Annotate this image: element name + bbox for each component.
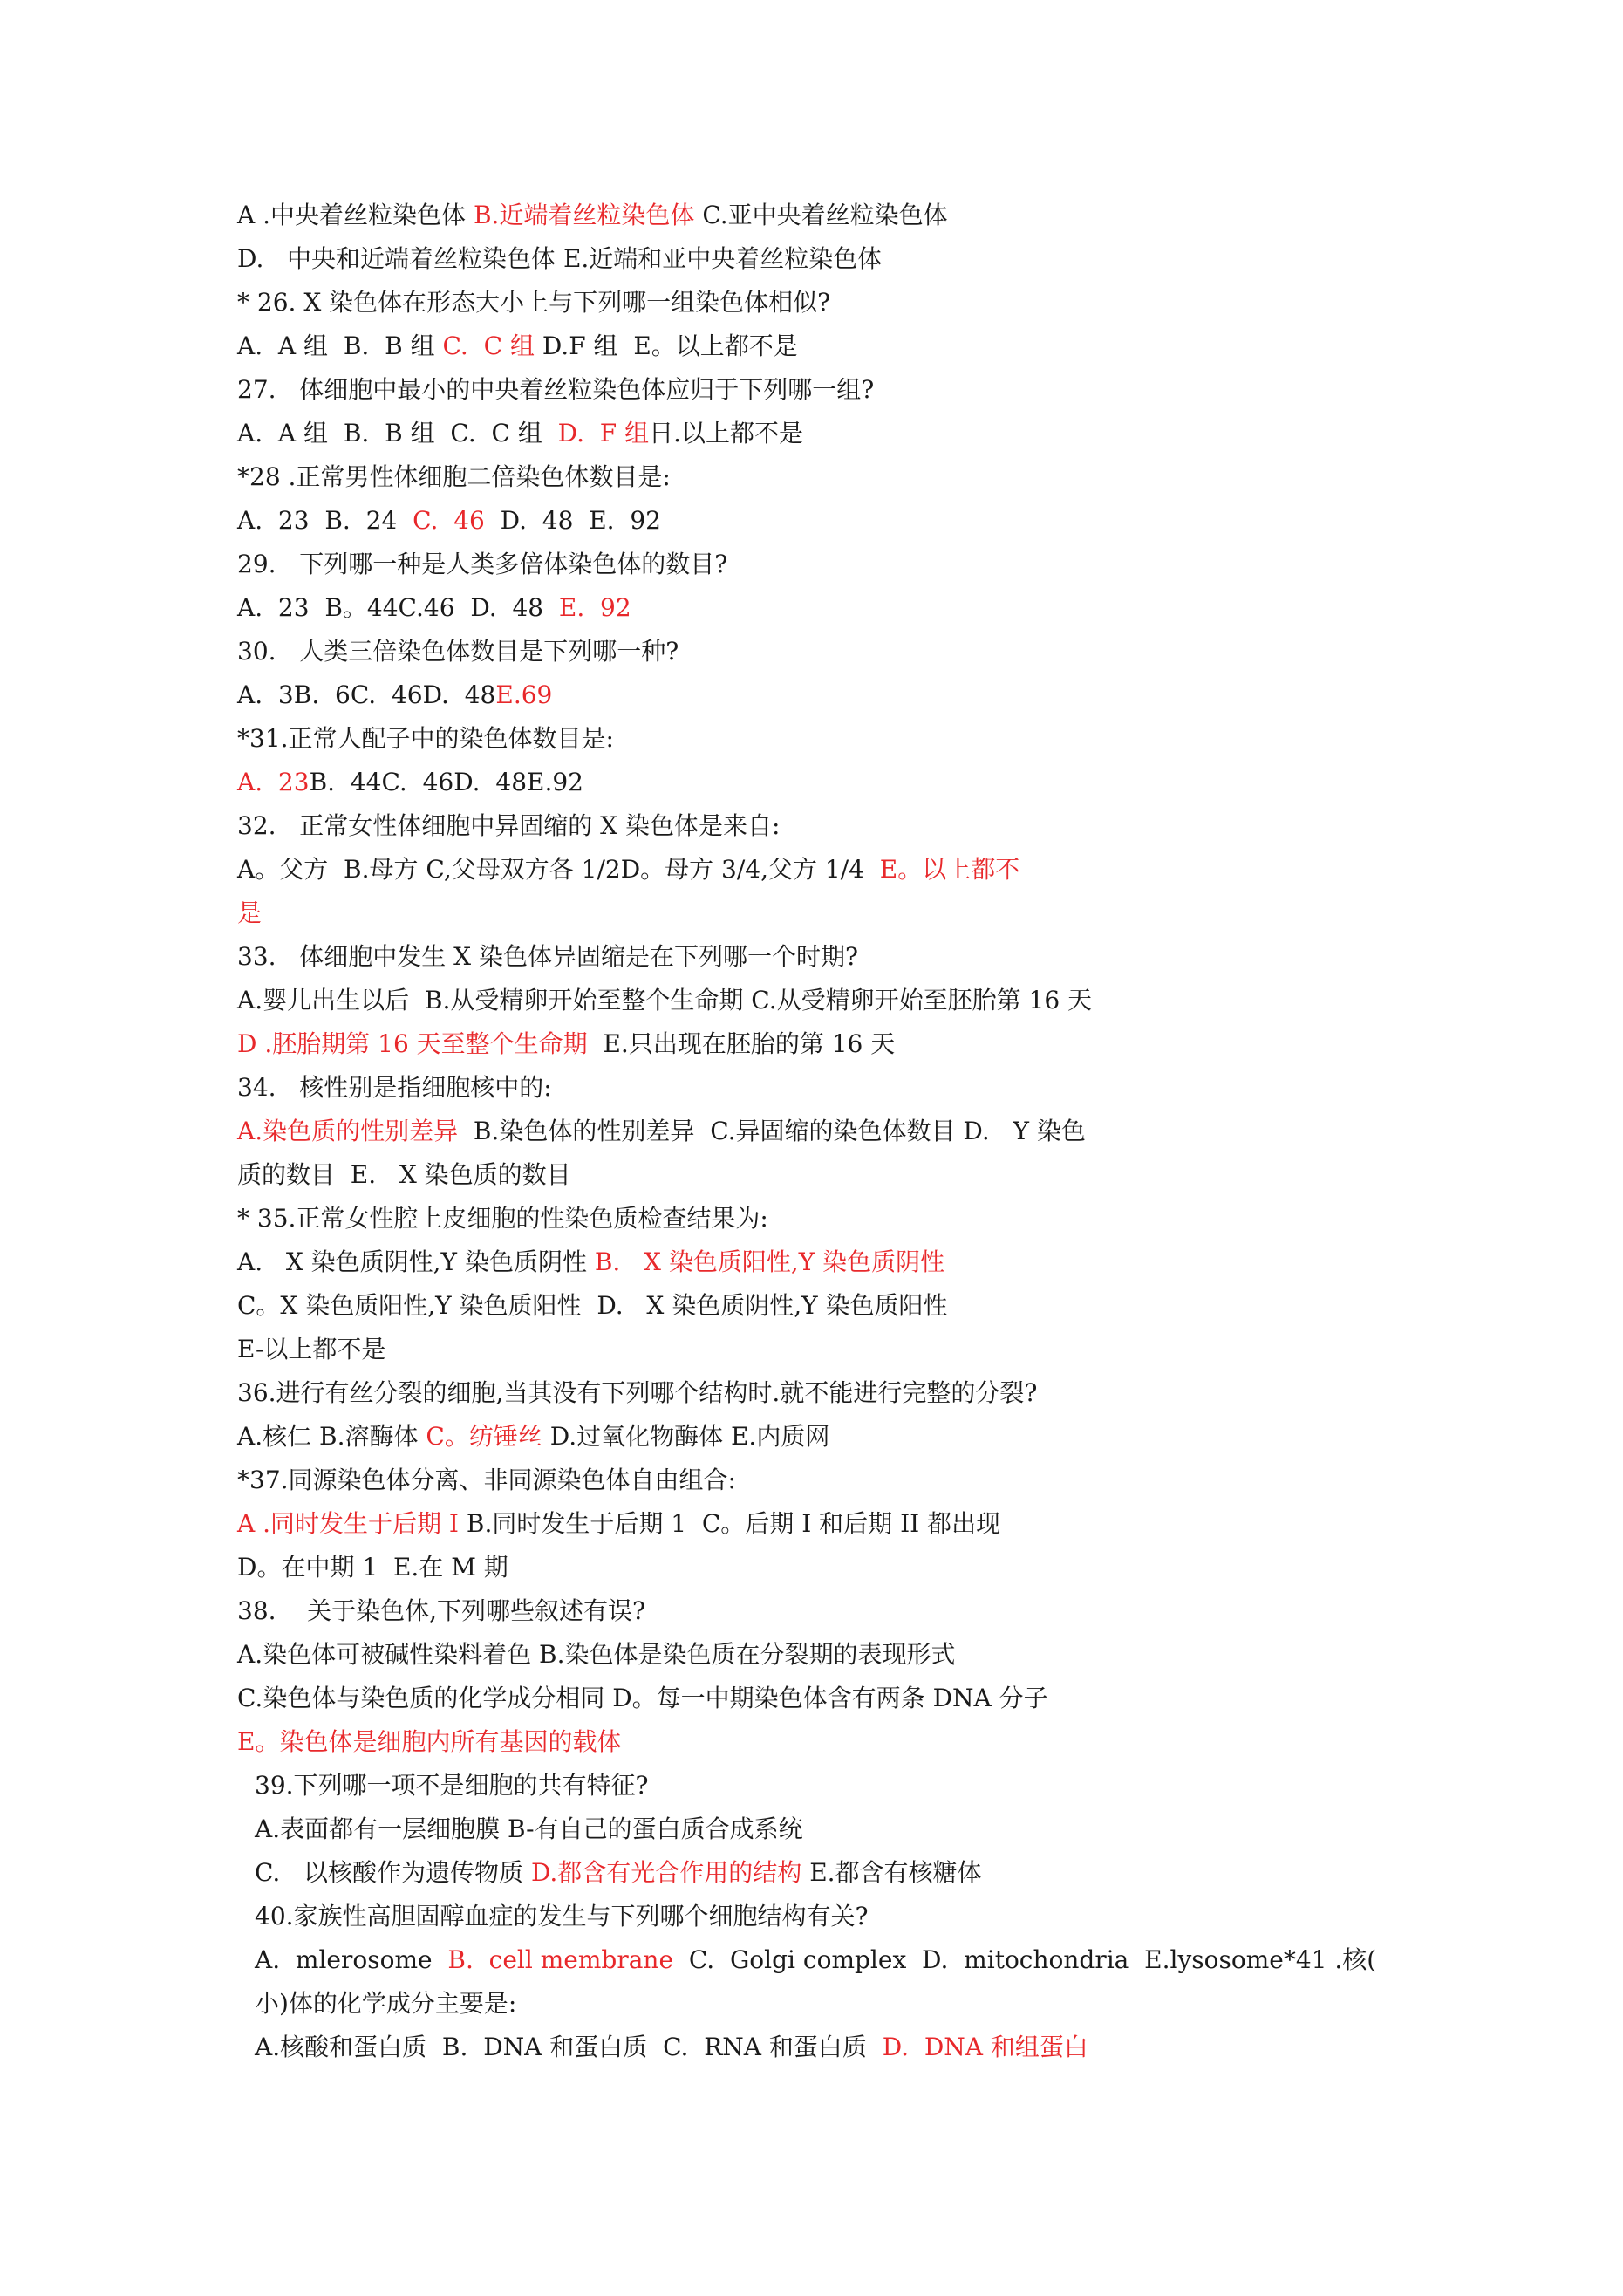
text-line (237, 1022, 1441, 1066)
answer-highlight: B. cell membrane (447, 1945, 674, 1974)
text-segment: 33. 体细胞中发生 X 染色体异固缩是在下列哪一个时期? (237, 942, 858, 971)
text-segment: E.只出现在胚胎的第 16 天 (587, 1029, 896, 1058)
text-line (237, 804, 1441, 848)
text-segment: E.都含有核糖体 (801, 1858, 982, 1887)
text-segment: B. 44C. 46D. 48E.92 (309, 768, 583, 796)
text-segment: D.F 组 E。以上都不是 (534, 331, 798, 360)
text-line (237, 717, 1441, 761)
text-line (237, 935, 1441, 979)
text-segment: A.表面都有一层细胞膜 B-有自己的蛋白质合成系统 (255, 1814, 803, 1843)
text-segment: A. 23 B. 24 (237, 506, 413, 535)
text-segment: A. 23 B。44C.46 D. 48 (237, 593, 559, 622)
answer-highlight: D. F 组 (557, 419, 650, 448)
text-line (237, 1633, 1441, 1677)
text-line (237, 673, 1441, 717)
text-segment: A. X 染色质阴性,Y 染色质阴性 (237, 1247, 595, 1276)
text-segment: A. mlerosome (255, 1945, 448, 1974)
text-segment: C。X 染色质阳性,Y 染色质阳性 D. X 染色质阴性,Y 染色质阳性 (237, 1291, 948, 1320)
text-segment: C.亚中央着丝粒染色体 (694, 201, 948, 229)
text-line (237, 1589, 1441, 1633)
text-line (237, 1284, 1441, 1328)
text-segment: B.染色体的性别差异 C.异固缩的染色体数目 D. Y 染色 (458, 1117, 1086, 1145)
text-line (237, 1677, 1441, 1720)
text-segment: *37.同源染色体分离、非同源染色体自由组合: (237, 1466, 736, 1494)
text-segment: 39.下列哪一项不是细胞的共有特征? (255, 1771, 649, 1800)
text-segment: 32. 正常女性体细胞中异固缩的 X 染色体是来自: (237, 811, 781, 840)
text-line (237, 1807, 1441, 1851)
text-segment: C. 以核酸作为遗传物质 (255, 1858, 531, 1887)
text-segment: A.婴儿出生以后 B.从受精卵开始至整个生命期 C.从受精卵开始至胚胎第 16 天 (237, 986, 1093, 1015)
text-segment: 40.家族性高胆固醇血症的发生与下列哪个细胞结构有关? (255, 1902, 869, 1930)
text-line (237, 1764, 1441, 1807)
text-segment: E-以上都不是 (237, 1335, 386, 1363)
answer-highlight: C. 46 (413, 506, 485, 535)
text-segment: A. A 组 B. B 组 (237, 331, 443, 360)
text-line (237, 543, 1441, 586)
answer-highlight: E.69 (495, 680, 553, 709)
text-line (237, 499, 1441, 543)
text-line (237, 1153, 1441, 1197)
text-line (237, 1720, 1441, 1764)
text-segment: B.同时发生于后期 1 C。后期 I 和后期 II 都出现 (458, 1509, 1001, 1538)
text-line (237, 1938, 1441, 1982)
text-line (237, 325, 1441, 368)
text-segment: 34. 核性别是指细胞核中的: (237, 1073, 552, 1102)
text-segment: C.染色体与染色质的化学成分相同 D。每一中期染色体含有两条 DNA 分子 (237, 1684, 1048, 1712)
text-segment: *31.正常人配子中的染色体数目是: (237, 724, 614, 753)
text-line (237, 1546, 1441, 1589)
text-line (237, 412, 1441, 455)
text-segment: 30. 人类三倍染色体数目是下列哪一种? (237, 637, 679, 666)
text-segment: * 26. X 染色体在形态大小上与下列哪一组染色体相似? (237, 288, 831, 317)
text-segment: 36.进行有丝分裂的细胞,当其没有下列哪个结构时.就不能进行完整的分裂? (237, 1378, 1038, 1407)
text-segment: 质的数目 E. X 染色质的数目 (237, 1160, 571, 1189)
question-list (237, 194, 1441, 2069)
answer-highlight: A. 23 (237, 768, 310, 796)
text-line (237, 630, 1441, 673)
answer-highlight: D. DNA 和组蛋白 (882, 2033, 1088, 2061)
text-segment: 小)体的化学成分主要是: (255, 1989, 517, 2018)
text-segment: 38. 关于染色体,下列哪些叙述有误? (237, 1596, 646, 1625)
text-segment: A .中央着丝粒染色体 (237, 201, 474, 229)
text-line (237, 368, 1441, 412)
answer-highlight: E。以上都不 (879, 855, 1020, 884)
text-segment: A.核仁 B.溶酶体 (237, 1422, 426, 1451)
answer-highlight: A .同时发生于后期 I (237, 1509, 459, 1538)
text-segment: D。在中期 1 E.在 M 期 (237, 1553, 508, 1582)
text-line (237, 848, 1441, 892)
answer-highlight: E。染色体是细胞内所有基因的载体 (237, 1727, 622, 1756)
text-line (237, 194, 1441, 237)
text-segment: *28 .正常男性体细胞二倍染色体数目是: (237, 462, 671, 491)
text-line (237, 237, 1441, 281)
text-line (237, 281, 1441, 325)
text-segment: 29. 下列哪一种是人类多倍体染色体的数目? (237, 550, 728, 578)
text-line (237, 1371, 1441, 1415)
text-segment: A. 3B. 6C. 46D. 48 (237, 680, 496, 709)
text-line (237, 761, 1441, 804)
text-segment: A。父方 B.母方 C,父母双方各 1/2D。母方 3/4,父方 1/4 (237, 855, 880, 884)
text-line (237, 1197, 1441, 1240)
text-segment: 27. 体细胞中最小的中央着丝粒染色体应归于下列哪一组? (237, 375, 875, 404)
text-segment: 日.以上都不是 (649, 419, 804, 448)
text-line (237, 1415, 1441, 1459)
text-segment: A.染色体可被碱性染料着色 B.染色体是染色质在分裂期的表现形式 (237, 1640, 956, 1669)
text-line (237, 1328, 1441, 1371)
answer-highlight: C。纺锤丝 (426, 1422, 542, 1451)
answer-highlight: E. 92 (558, 593, 631, 622)
text-segment: * 35.正常女性腔上皮细胞的性染色质检查结果为: (237, 1204, 768, 1233)
text-line (237, 586, 1441, 630)
text-segment: D. 中央和近端着丝粒染色体 E.近端和亚中央着丝粒染色体 (237, 244, 883, 273)
text-line (237, 1110, 1441, 1153)
text-segment: A. A 组 B. B 组 C. C 组 (237, 419, 558, 448)
answer-highlight: C. C 组 (442, 331, 535, 360)
answer-highlight: B. X 染色质阳性,Y 染色质阴性 (594, 1247, 945, 1276)
text-line (237, 892, 1441, 935)
text-line (237, 2026, 1441, 2069)
answer-highlight: B.近端着丝粒染色体 (473, 201, 695, 229)
text-segment: D. 48 E. 92 (484, 506, 661, 535)
text-line (237, 1459, 1441, 1502)
answer-highlight: D .胚胎期第 16 天至整个生命期 (237, 1029, 588, 1058)
answer-highlight: 是 (237, 899, 263, 927)
text-segment: C. Golgi complex D. mitochondria E.lysosome*41 .核( (673, 1945, 1377, 1974)
text-line (237, 1066, 1441, 1110)
text-line (237, 1240, 1441, 1284)
answer-highlight: A.染色质的性别差异 (237, 1117, 459, 1145)
text-line (237, 455, 1441, 499)
text-line (237, 1851, 1441, 1895)
text-segment: D.过氧化物酶体 E.内质网 (542, 1422, 830, 1451)
text-segment: A.核酸和蛋白质 B. DNA 和蛋白质 C. RNA 和蛋白质 (255, 2033, 883, 2061)
text-line (237, 1982, 1441, 2026)
text-line (237, 979, 1441, 1022)
text-line (237, 1502, 1441, 1546)
text-line (237, 1895, 1441, 1938)
answer-highlight: D.都含有光合作用的结构 (530, 1858, 802, 1887)
